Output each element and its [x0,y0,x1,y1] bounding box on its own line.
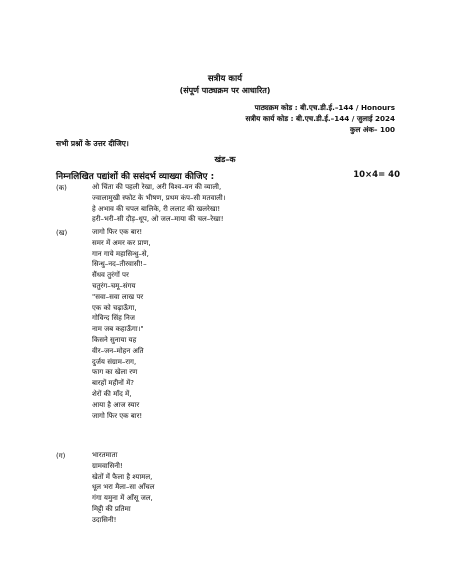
poem-line: ज्वालामुखी स्फोट के भीषण, प्रथम कंप–सी मतवाली। [92,193,226,202]
passage-ga [92,450,154,526]
poem-line: दुर्जय संग्राम–राग, [92,357,137,366]
poem-line: वीर–जन–मोहन अति [92,346,144,355]
poem-line: बारहों महीनों में? [92,379,134,388]
poem-line: "सवा–सवा लाख पर [92,292,144,301]
poem-line: फाग का खेला रण [92,368,138,377]
poem-line: सिन्धु–नद–तीरवासी!– [92,260,147,269]
poem-line: जागो फिर एक बार! [92,228,143,236]
question-heading: निम्नलिखित पद्यांशों की ससंदर्भ व्याख्या कीजिए : [56,172,215,182]
poem-line: जागो फिर एक बार! [92,411,143,420]
poem-line: गोविन्द सिंह निज [92,314,135,323]
poem-line: धूल भरा मैला–सा आँचल [92,483,155,492]
poem-line: भारतमाता [92,451,118,459]
poem-line: शेरों की माँद में, [92,389,132,398]
poem-line: एक को चढ़ाऊँगा, [92,303,137,312]
poem-line: चतुरंग–चमू–संगय [92,281,136,290]
poem-line: नाम जब कहाऊँगा।" [92,325,144,334]
passage-ka [92,182,225,225]
page-subtitle: (संपूर्ण पाठ्यक्रम पर आधारित) [179,86,271,95]
poem-line: गान गाये महासिन्धु–से, [92,249,149,258]
poem-line: ओ चिंता की पहली रेखा, अरी विश्व–वन की व्याली, [92,183,222,191]
poem-line: सैंधव तुरंगों पर [92,271,129,280]
poem-line: हरी–भरी–सी दौड़–धूप, ओ जल–माया की चल–रेखा! [92,215,224,224]
passage-kha [92,227,151,421]
poem-line: खेतों में फैला है श्यामल, [92,472,153,481]
poem-line: ग्रामवासिनी! [92,461,123,470]
poem-line: उदासिनी! [92,515,117,524]
poem-line: मिट्टी की प्रतिमा [92,504,131,513]
page-title: सत्रीय कार्य [207,74,243,84]
poem-line: किसने सुनाया यह [92,335,137,344]
poem-line: आया है आज स्यार [92,400,140,409]
course-code: पाठ्यक्रम कोड : बी.एच.डी.ई.–144 / Honours [254,103,395,112]
poem-line: गंगा यमुना में आँसू जल, [92,494,153,503]
section-heading: खंड–क [214,155,236,164]
poem-line: हे अभाव की चपल बालिके, री ललाट की खलरेखा! [92,204,221,213]
total-marks: कुल अंक– 100 [349,125,395,134]
passage-label: (क) [56,184,67,192]
question-marks: 10×4= 40 [353,170,400,180]
passage-label: (ग) [56,452,66,460]
instruction: सभी प्रश्नों के उत्तर दीजिए। [56,139,129,148]
passage-label: (ख) [56,229,68,237]
poem-line: समर में अमर कर प्राण, [92,238,151,247]
assignment-code: सत्रीय कार्य कोड : बी.एच.डी.ई.–144 / जुलाई 2024 [245,114,395,123]
